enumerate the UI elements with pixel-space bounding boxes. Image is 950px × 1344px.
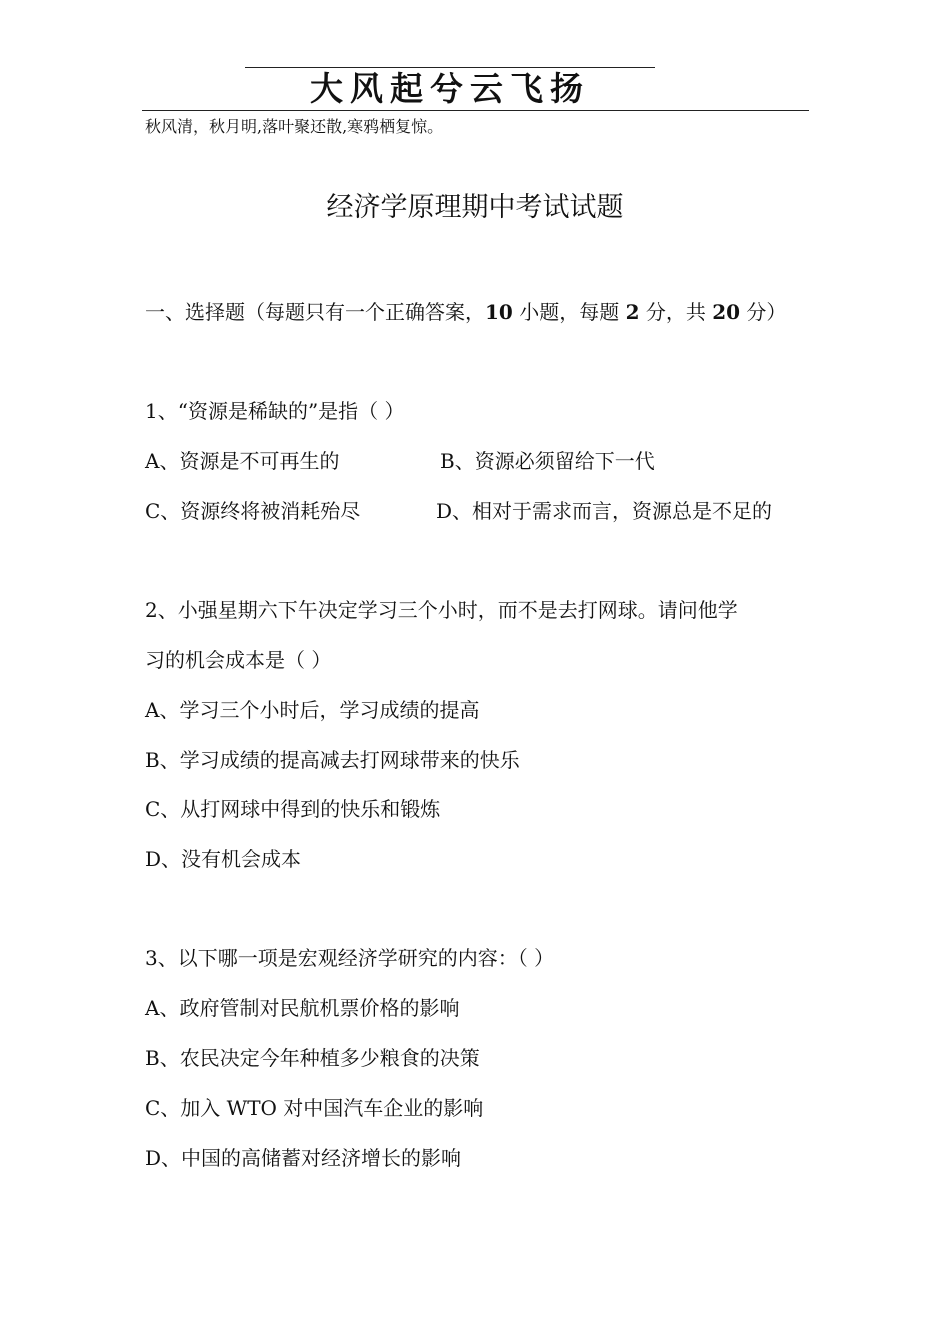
question-1-option-a: A、资源是不可再生的 — [145, 449, 340, 473]
question-2-option-c: C、从打网球中得到的快乐和锻炼 — [145, 797, 441, 821]
question-3-option-b: B、农民决定今年种植多少粮食的决策 — [145, 1046, 480, 1070]
question-2-stem-line2: 习的机会成本是（ ） — [145, 648, 332, 672]
question-1-option-d: D、相对于需求而言，资源总是不足的 — [436, 499, 773, 523]
section-heading — [145, 298, 786, 326]
question-1-stem: 1、“资源是稀缺的”是指（ ） — [145, 399, 405, 423]
question-3-option-c: C、加入 WTO 对中国汽车企业的影响 — [145, 1096, 484, 1120]
header-banner: 大风起兮云飞扬 — [310, 69, 590, 108]
section-count: 10 — [485, 300, 513, 324]
section-score-unit: 分，共 — [639, 300, 713, 324]
question-1-option-c: C、资源终将被消耗殆尽 — [145, 499, 361, 523]
section-count-unit: 小题，每题 — [512, 300, 626, 324]
question-3-option-a: A、政府管制对民航机票价格的影响 — [145, 996, 460, 1020]
header-bottom-rule — [142, 110, 809, 111]
section-total-unit: 分） — [740, 300, 787, 324]
question-2-stem-line1: 2、小强星期六下午决定学习三个小时，而不是去打网球。请问他学 — [145, 598, 738, 622]
section-total: 20 — [712, 300, 741, 324]
page-title: 经济学原理期中考试试题 — [326, 192, 624, 223]
question-3-option-d: D、中国的高储蓄对经济增长的影响 — [145, 1146, 462, 1170]
section-score: 2 — [625, 300, 640, 324]
question-1-option-b: B、资源必须留给下一代 — [440, 449, 655, 473]
question-2-option-a: A、学习三个小时后，学习成绩的提高 — [145, 698, 480, 722]
question-3-stem: 3、以下哪一项是宏观经济学研究的内容：（ ） — [145, 946, 555, 970]
section-prefix: 一、选择题（每题只有一个正确答案， — [145, 300, 485, 324]
question-2-option-b: B、学习成绩的提高减去打网球带来的快乐 — [145, 748, 520, 772]
header-motto: 秋风清，秋月明,落叶聚还散,寒鸦栖复惊。 — [145, 117, 444, 136]
question-2-option-d: D、没有机会成本 — [145, 847, 302, 871]
